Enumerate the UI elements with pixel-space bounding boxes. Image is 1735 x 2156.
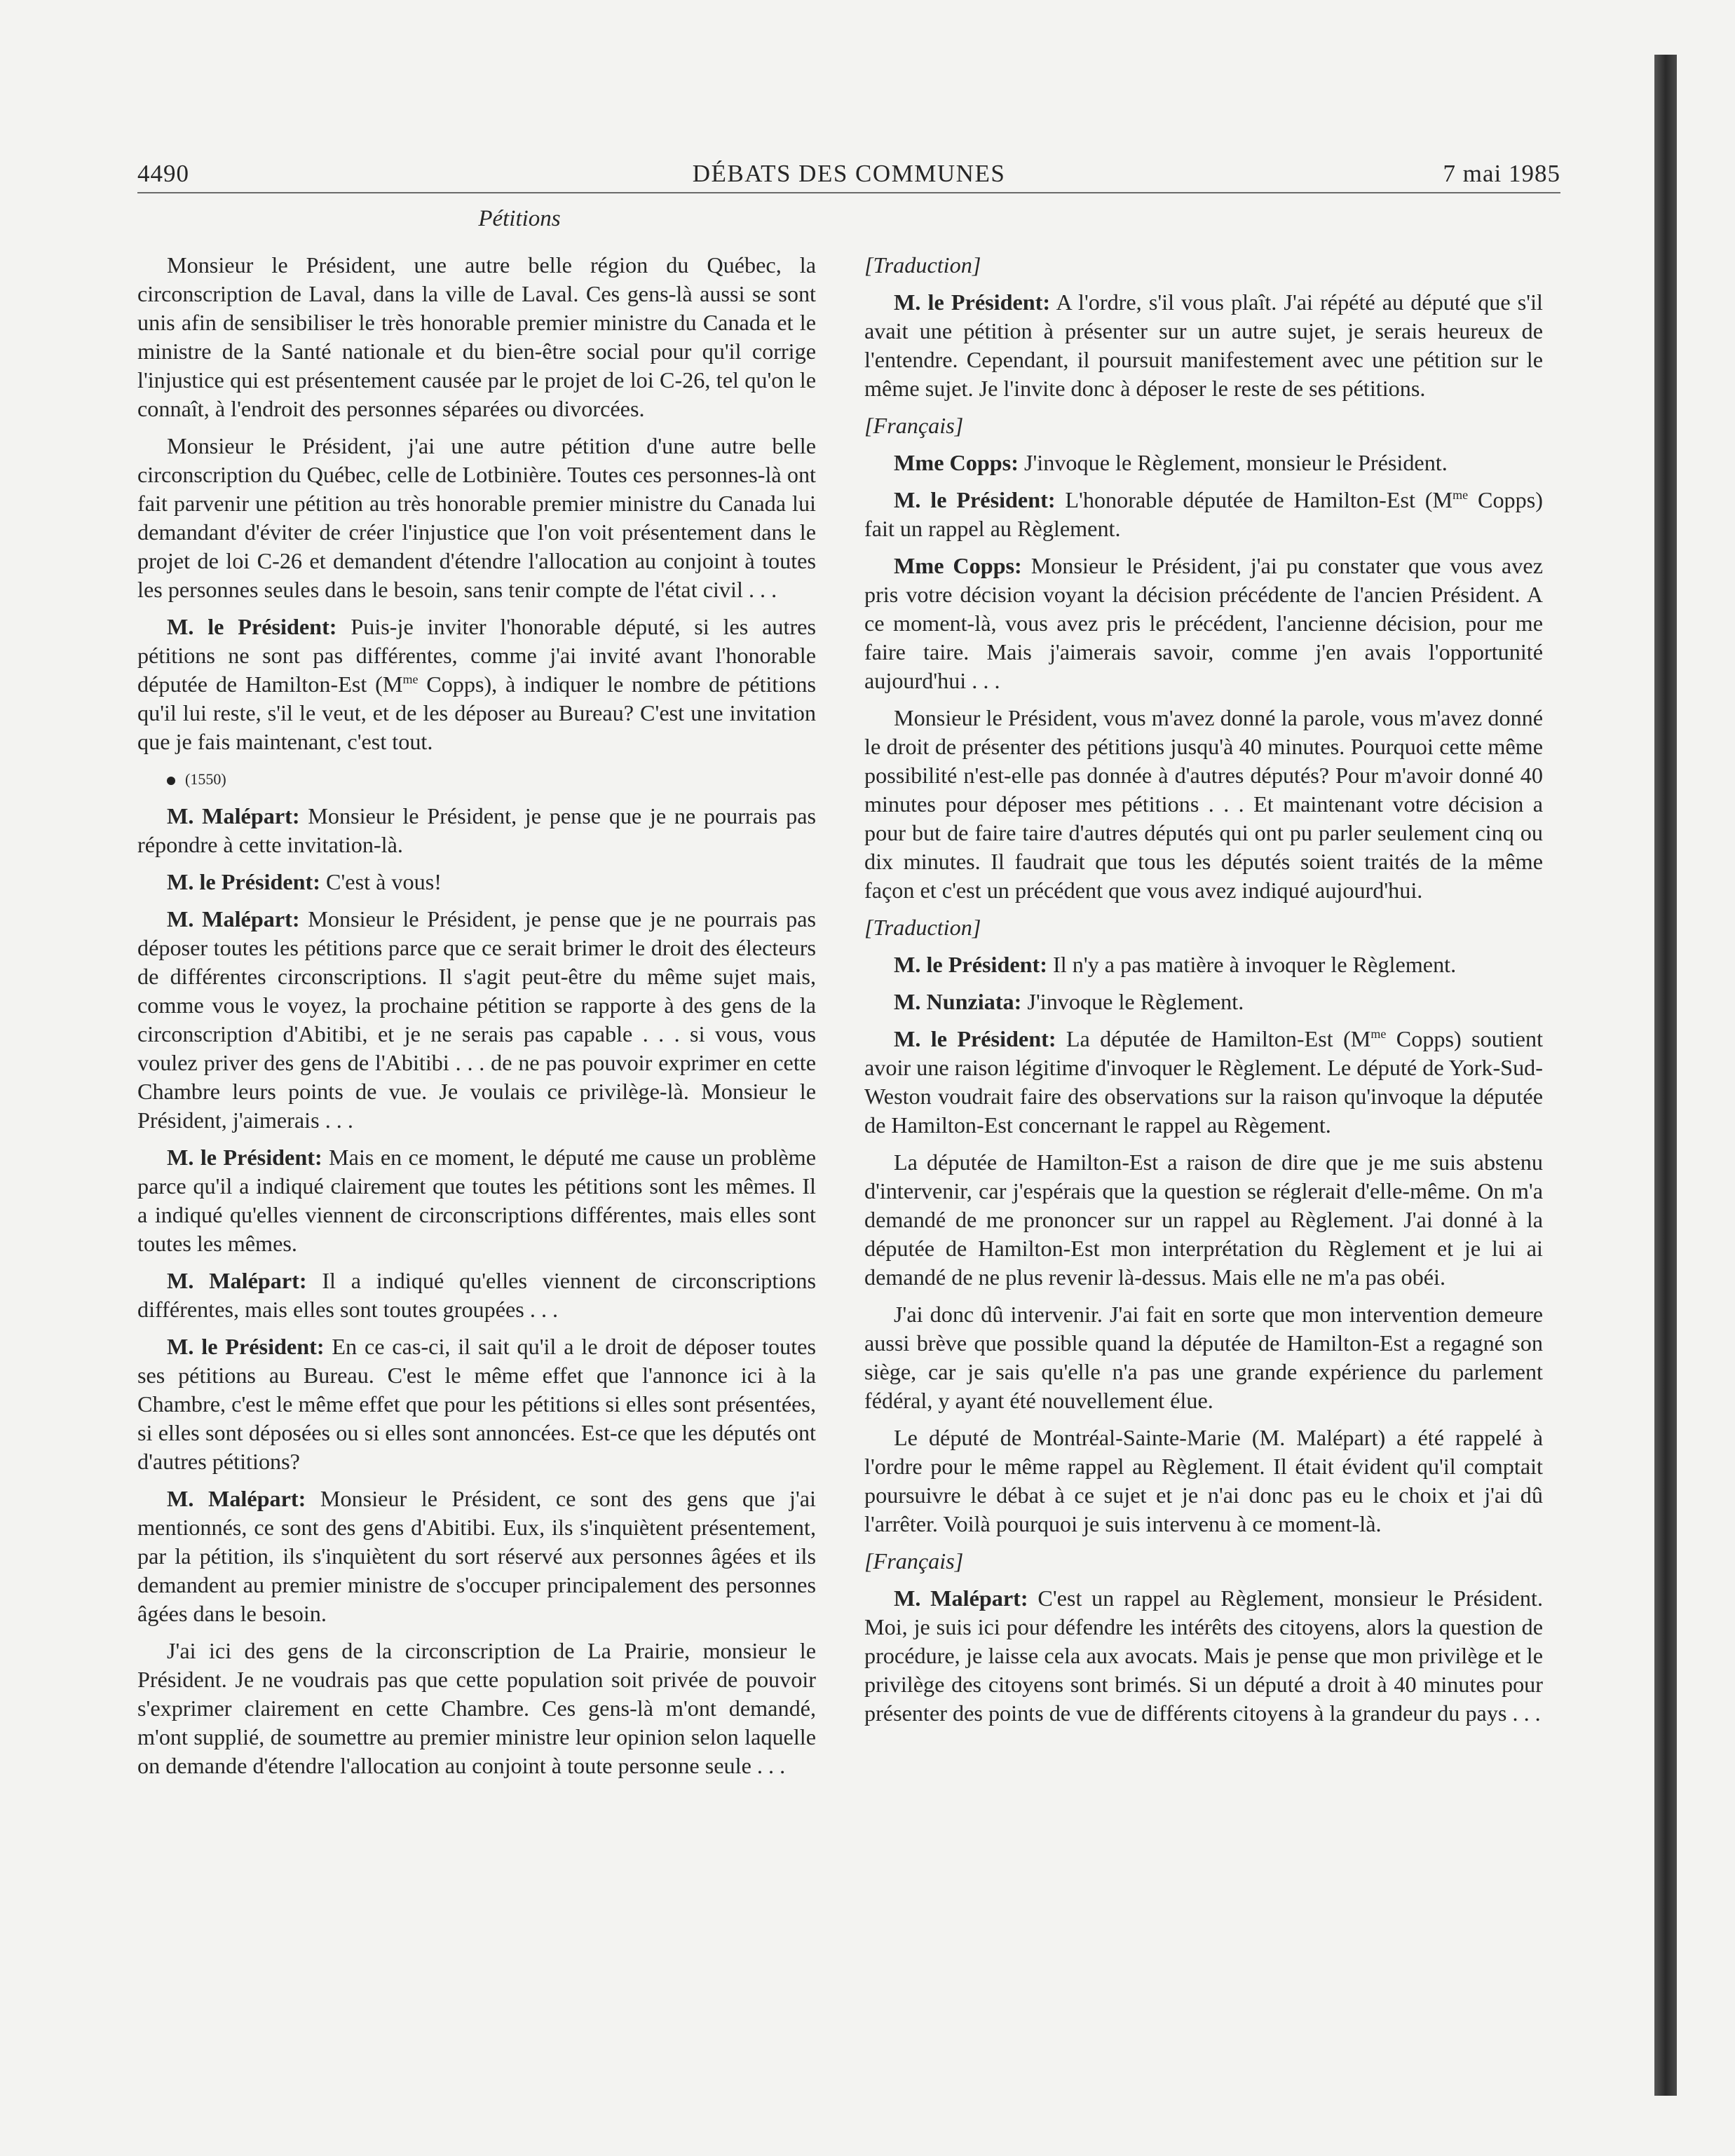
speaker-name: M. le Président: bbox=[894, 487, 1056, 512]
speaker-name: M. le Président: bbox=[167, 1334, 325, 1359]
paragraph: J'ai donc dû intervenir. J'ai fait en sorte que mon intervention demeure aussi brève que possible quand la députée de Hamilton-Est a regagné son siège, car je sais qu'elle n'a pas une grande expérience du parlement fédéral, y ayant été nouvellement élue. bbox=[864, 1302, 1543, 1413]
paragraph: La députée de Hamilton-Est a raison de dire que je me suis abstenu d'intervenir, car j'espérais que la question se réglerait d'elle-même. On m'a demandé de me prononcer sur un rappel au Règlement. J'ai donné à la députée de Hamilton-Est mon interprétation du Règlement et je lui ai demandé de ne plus revenir là-dessus. Mais elle ne m'a pas obéi. bbox=[864, 1149, 1543, 1290]
superscript: me bbox=[1370, 1027, 1387, 1041]
language-tag: [Traduction] bbox=[864, 252, 981, 278]
paragraph bbox=[864, 1584, 1543, 1728]
page-header bbox=[137, 158, 1560, 193]
page-title: DÉBATS DES COMMUNES bbox=[692, 160, 1006, 187]
speech-text: A l'ordre, s'il vous plaît. J'ai répété au député que s'il avait une pétition à présenter sur un autre sujet, je serais heureux de l'entendre. Cependant, il poursuit manifestement avec une pétition sur le même sujet. Je l'invite donc à déposer le reste de ses pétitions. bbox=[864, 289, 1543, 401]
speech-text: Copps), à indiquer le nombre de pétitions qu'il lui reste, s'il le veut, et de les déposer au Bureau? C'est une invitation que je fais maintenant, c'est tout. bbox=[137, 671, 817, 754]
paragraph bbox=[864, 486, 1543, 543]
speaker-name: M. le Président: bbox=[894, 952, 1047, 977]
speech-text: J'invoque le Règlement. bbox=[1021, 989, 1244, 1014]
paragraph bbox=[137, 613, 816, 756]
speaker-name: M. Malépart: bbox=[167, 803, 300, 828]
paragraph bbox=[137, 905, 816, 1135]
speech-text: J'invoque le Règlement, monsieur le Président. bbox=[1018, 450, 1448, 475]
paragraph bbox=[137, 1332, 816, 1476]
paragraph: Monsieur le Président, une autre belle région du Québec, la circonscription de Laval, dans la ville de Laval. Ces gens-là aussi se sont unis afin de sensibiliser le très honorable premier ministre du Canada et le ministre de la Santé nationale et du bien-être social pour qu'il corrige l'injustice qui est présentement causée par le projet de loi C-26, tel qu'on le connaît, à l'endroit des personnes séparées ou divorcées. bbox=[137, 252, 816, 421]
speaker-name: M. Malépart: bbox=[167, 906, 300, 932]
page-number: 4490 bbox=[137, 160, 189, 187]
superscript: me bbox=[402, 672, 419, 686]
page bbox=[137, 158, 1560, 1778]
scan-edge bbox=[1654, 55, 1677, 2096]
section-title: Pétitions bbox=[478, 206, 561, 231]
speech-text: Puis-je inviter l'honorable député, si les autres pétitions ne sont pas différentes, comme j'ai invité avant l'honorable députée de Hamilton-Est (M bbox=[137, 614, 816, 697]
speaker-name: M. le Président: bbox=[894, 1026, 1056, 1051]
speech-text: Mais en ce moment, le député me cause un problème parce qu'il a indiqué clairement que toutes les pétitions sont les mêmes. Il a indiqué qu'elles viennent de circonscriptions différentes, mais elles sont toutes les mêmes. bbox=[137, 1145, 816, 1256]
speech-text: C'est un rappel au Règlement, monsieur le Président. Moi, je suis ici pour défendre les intérêts des citoyens, alors la question de procédure, je laisse cela aux avocats. Mais je pense que mon privilège et le privilège des citoyens sont brimés. Si un député a droit à 40 minutes pour présenter des points de vue de différents citoyens à la grandeur du pays . . . bbox=[864, 1585, 1543, 1726]
left-column bbox=[137, 251, 816, 1789]
paragraph bbox=[864, 950, 1543, 979]
paragraph bbox=[137, 1267, 816, 1324]
paragraph bbox=[864, 288, 1543, 403]
superscript: me bbox=[1452, 488, 1469, 502]
paragraph: J'ai ici des gens de la circonscription de La Prairie, monsieur le Président. Je ne voudrais pas que cette population soit privée de pouvoir s'exprimer clairement en cette Chambre. Ces gens-là m'ont demandé, m'ont supplié, de soumettre au premier ministre leur opinion selon laquelle on demande d'étendre l'allocation au conjoint à toute personne seule . . . bbox=[137, 1638, 816, 1778]
paragraph: Le député de Montréal-Sainte-Marie (M. Malépart) a été rappelé à l'ordre pour le même rappel au Règlement. Il était évident qu'il comptait poursuivre le débat à ce sujet et je n'ai donc pas eu le choix et j'ai dû l'arrêter. Voilà pourquoi je suis intervenu à ce moment-là. bbox=[864, 1425, 1543, 1536]
language-tag: [Français] bbox=[864, 1548, 964, 1574]
speaker-name: M. Malépart: bbox=[167, 1486, 306, 1511]
speech-text: Monsieur le Président, je pense que je ne pourrais pas répondre à cette invitation-là. bbox=[137, 803, 817, 857]
speech-text: Monsieur le Président, je pense que je ne pourrais pas déposer toutes les pétitions parce que ce serait brimer le droit des électeurs de différentes circonscriptions. Il s'agit peut-être du même sujet mais, comme vous le voyez, la prochaine pétition se rapporte à des gens de la circonscription d'Abitibi, et je ne serais pas capable . . . si vous, vous voulez priver des gens de l'Abitibi . . . de ne pas pouvoir exprimer en cette Chambre leurs points de vue. Je voulais ce privilège-là. Monsieur le Président, j'aimerais . . . bbox=[137, 906, 817, 1133]
speech-text: Copps) fait un rappel au Règlement. bbox=[864, 487, 1543, 541]
speech-text: Monsieur le Président, ce sont des gens que j'ai mentionnés, ce sont des gens d'Abitibi. Eux, ils s'inquiètent présentement, par la pétition, ils s'inquiètent du sort réservé aux personnes âgées et ils demandent au premier ministre de s'occuper principalement des personnes âgées dans le besoin. bbox=[137, 1486, 816, 1626]
page-date: 7 mai 1985 bbox=[1443, 160, 1560, 187]
speech-text: La députée de Hamilton-Est (M bbox=[1056, 1026, 1371, 1051]
speaker-name: M. le Président: bbox=[167, 869, 320, 894]
speech-text: L'honorable députée de Hamilton-Est (M bbox=[1055, 487, 1453, 512]
speaker-name: Mme Copps: bbox=[894, 553, 1022, 578]
paragraph bbox=[137, 802, 816, 859]
right-column bbox=[864, 251, 1543, 1736]
paragraph: Monsieur le Président, vous m'avez donné la parole, vous m'avez donné le droit de présenter des pétitions jusqu'à 40 minutes. Pourquoi cette même possibilité n'est-elle pas donnée à d'autres députés? Pour m'avoir donné 40 minutes pour déposer mes pétitions . . . Et maintenant votre décision a pour but de faire taire d'autres députés qui ont pu parler seulement cinq ou dix minutes. Il faudrait que tous les députés soient traités de la même façon et c'est un précédent que vous avez indiqué aujourd'hui. bbox=[864, 705, 1543, 903]
paragraph bbox=[864, 1025, 1543, 1140]
timestamp bbox=[137, 765, 816, 793]
speaker-name: M. le Président: bbox=[167, 614, 337, 639]
speaker-name: M. Malépart: bbox=[167, 1268, 307, 1293]
paragraph bbox=[137, 1143, 816, 1258]
speech-text: C'est à vous! bbox=[320, 869, 442, 894]
speaker-name: Mme Copps: bbox=[894, 450, 1019, 475]
paragraph bbox=[137, 868, 816, 896]
bullet-icon bbox=[167, 777, 175, 785]
language-tag: [Français] bbox=[864, 413, 964, 438]
speech-text: Il a indiqué qu'elles viennent de circonscriptions différentes, mais elles sont toutes groupées . . . bbox=[137, 1268, 816, 1322]
timestamp-text: (1550) bbox=[185, 770, 226, 788]
paragraph bbox=[137, 1485, 816, 1628]
paragraph bbox=[864, 552, 1543, 695]
speech-text: En ce cas-ci, il sait qu'il a le droit de déposer toutes ses pétitions au Bureau. C'est le même effet que l'annonce ici à la Chambre, c'est le même effet que pour les pétitions si elles sont présentées, si elles sont déposées ou si elles sont annoncées. Est-ce que les députés ont d'autres pétitions? bbox=[137, 1334, 816, 1474]
speaker-name: M. le Président: bbox=[167, 1145, 322, 1170]
speaker-name: M. Malépart: bbox=[894, 1585, 1028, 1611]
speech-text: Copps) soutient avoir une raison légitime d'invoquer le Règlement. Le député de York-Sud-Weston voudrait faire des observations sur la raison qu'invoque la députée de Hamilton-Est concernant le rappel au Règement. bbox=[864, 1026, 1544, 1138]
speaker-name: M. Nunziata: bbox=[894, 989, 1022, 1014]
paragraph bbox=[864, 988, 1543, 1016]
paragraph: Monsieur le Président, j'ai une autre pétition d'une autre belle circonscription du Québec, celle de Lotbinière. Toutes ces personnes-là ont fait parvenir une pétition au très honorable premier ministre du Canada lui demandant d'éviter de créer l'injustice que l'on voit présentement dans le projet de loi C-26 et demandent d'étendre l'allocation au conjoint à toutes les personnes seules dans le besoin, sans tenir compte de l'état civil . . . bbox=[137, 433, 816, 602]
paragraph bbox=[864, 449, 1543, 477]
language-tag: [Traduction] bbox=[864, 915, 981, 940]
speaker-name: M. le Président: bbox=[894, 289, 1051, 315]
speech-text: Monsieur le Président, j'ai pu constater que vous avez pris votre décision voyant la décision précédente de l'ancien Président. A ce moment-là, vous avez pris le précédent, l'ancienne décision, pour me faire taire. Mais j'aimerais savoir, comme j'en avais l'opportunité aujourd'hui . . . bbox=[864, 553, 1543, 693]
speech-text: Il n'y a pas matière à invoquer le Règlement. bbox=[1047, 952, 1457, 977]
